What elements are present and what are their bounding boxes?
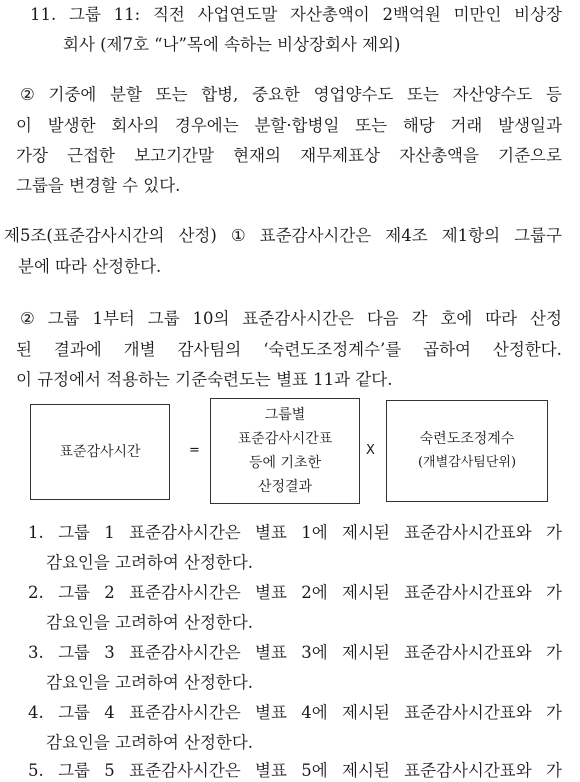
word: 3	[104, 643, 115, 662]
word: 제4조	[385, 226, 428, 245]
word: 회사의	[111, 116, 160, 135]
formula-middle-line-3: 등에 기초한	[248, 455, 322, 471]
word: 발생한	[47, 116, 96, 135]
word: 표준감사시간은	[129, 703, 241, 722]
doc-line-2: 회사 (제7호 “나”목에 속하는 비상장회사 제외)	[63, 35, 401, 54]
doc-line-20	[28, 760, 562, 782]
word: 재무제표상	[300, 146, 380, 165]
word: 가	[546, 703, 562, 722]
word: 합병,	[201, 85, 239, 104]
word: 표준감사시간표와	[404, 523, 532, 542]
word: 그룹	[147, 309, 180, 328]
word: 산정)	[178, 226, 217, 245]
word: 제시된	[342, 523, 390, 542]
word: 개별	[123, 340, 156, 359]
word: 가	[546, 583, 562, 602]
word: 표준감사시간은	[129, 643, 241, 662]
word: 표준감사시간은	[129, 583, 241, 602]
word: 근접한	[67, 146, 115, 165]
word: ②	[20, 85, 35, 104]
word: 2백억원	[382, 5, 441, 24]
word: 거래	[450, 116, 483, 135]
word: 5에	[301, 761, 328, 780]
word: 1에	[301, 523, 328, 542]
word: 표준감사시간표와	[404, 583, 532, 602]
word: 현재의	[233, 146, 281, 165]
word: 사업연도말	[197, 5, 278, 24]
doc-line-10	[16, 339, 562, 361]
word: 미만인	[453, 5, 502, 24]
word: 표준감사시간은	[129, 761, 241, 780]
word: 5.	[28, 761, 44, 780]
word: 또는	[355, 116, 388, 135]
word: 발생일과	[498, 116, 562, 135]
word: 해당	[402, 116, 435, 135]
formula-middle-box	[210, 398, 360, 504]
word: 다음	[366, 309, 399, 328]
doc-line-8: 분에 따라 산정한다.	[18, 257, 162, 276]
word: 2.	[28, 583, 44, 602]
word: 이	[16, 116, 32, 135]
word: 그룹	[58, 761, 90, 780]
word: 2에	[301, 583, 328, 602]
word: 등	[545, 85, 562, 104]
word: 경우에는	[174, 116, 239, 135]
word: 영업양수도	[313, 85, 394, 104]
word: 별표	[255, 523, 287, 542]
word: 표준감사시간은	[129, 523, 241, 542]
word: 표준감사시간은	[242, 309, 354, 328]
word: 자산총액이	[290, 5, 370, 24]
doc-line-5	[16, 145, 562, 167]
word: 표준감사시간표와	[404, 703, 532, 722]
word: 3.	[28, 643, 44, 662]
word: 제시된	[342, 583, 390, 602]
doc-line-18	[28, 702, 562, 724]
word: 중요한	[252, 85, 300, 104]
word: 따라	[485, 309, 518, 328]
word: 제1항의	[441, 226, 501, 245]
multiply-sign: X	[366, 443, 375, 458]
word: 분할	[110, 85, 142, 104]
word: 보고기간말	[134, 146, 214, 165]
doc-line-4	[16, 115, 562, 137]
doc-line-12	[28, 522, 562, 544]
word: 산정	[530, 309, 562, 328]
word: 그룹	[58, 583, 90, 602]
word: 된	[16, 340, 32, 359]
word: 가	[546, 761, 562, 780]
word: 산정한다.	[492, 340, 562, 359]
word: 가	[546, 643, 562, 662]
word: 또는	[155, 85, 188, 104]
word: ‘숙련도조정계수’를	[263, 340, 402, 359]
word: 호에	[440, 309, 473, 328]
word: 표준감사시간표와	[404, 761, 532, 780]
word: 그룹	[58, 523, 90, 542]
word: 11:	[113, 5, 141, 24]
word: 제시된	[342, 761, 390, 780]
word: 기중에	[48, 85, 97, 104]
formula-middle-line-4: 산정결과	[257, 479, 313, 495]
word: ①	[230, 226, 246, 245]
word: 곱하여	[423, 340, 471, 359]
word: 1부터	[92, 309, 135, 328]
doc-line-17: 감요인을 고려하여 산정한다.	[46, 673, 254, 692]
word: 가	[546, 523, 562, 542]
word: 1	[104, 523, 115, 542]
doc-line-13: 감요인을 고려하여 산정한다.	[46, 553, 254, 572]
formula-right-box	[386, 400, 548, 502]
doc-line-19: 감요인을 고려하여 산정한다.	[46, 733, 254, 752]
formula-right-sub: (개별감사팀단위)	[417, 455, 517, 470]
word: 표준감사시간은	[259, 226, 372, 245]
word: 10의	[192, 309, 230, 328]
word: 11.	[30, 5, 57, 24]
word: 3에	[301, 643, 328, 662]
word: 결과에	[53, 340, 102, 359]
word: 별표	[255, 643, 287, 662]
word: 2	[104, 583, 115, 602]
word: 그룹	[47, 309, 80, 328]
word: 별표	[255, 583, 287, 602]
word: 직전	[152, 5, 185, 24]
doc-line-9	[20, 308, 562, 330]
word: 감사팀의	[177, 340, 242, 359]
word: 4.	[28, 703, 44, 722]
word: 4	[104, 703, 115, 722]
doc-line-15: 감요인을 고려하여 산정한다.	[46, 613, 254, 632]
word: 별표	[255, 703, 287, 722]
doc-line-14	[28, 582, 562, 604]
word: 또는	[406, 85, 439, 104]
formula-middle-line-2: 표준감사시간표	[237, 431, 333, 447]
formula-right-title: 숙련도조정계수	[419, 431, 515, 447]
word: 그룹구	[514, 226, 562, 245]
word: 각	[411, 309, 428, 328]
doc-line-3	[20, 84, 562, 106]
word: 기준으로	[498, 146, 562, 165]
word: 1.	[28, 523, 44, 542]
word: 표준감사시간표와	[404, 643, 532, 662]
word: 분할·합병일	[254, 116, 340, 135]
word: 그룹	[58, 703, 90, 722]
word: 제시된	[342, 643, 390, 662]
word: 제시된	[342, 703, 390, 722]
doc-line-11: 이 규정에서 적용하는 기준숙련도는 별표 11과 같다.	[16, 370, 393, 389]
word: 자산양수도	[452, 85, 533, 104]
formula-middle-line-1: 그룹별	[264, 407, 306, 423]
doc-line-16	[28, 642, 562, 664]
word: 5	[104, 761, 115, 780]
equals-sign: =	[189, 443, 200, 458]
word: 4에	[301, 703, 328, 722]
word: ②	[20, 309, 35, 328]
word: 그룹	[69, 5, 101, 24]
doc-line-1	[30, 4, 562, 26]
doc-line-6: 그룹을 변경할 수 있다.	[16, 176, 181, 195]
formula-left-text: 표준감사시간	[59, 444, 141, 460]
word: 비상장	[514, 5, 562, 24]
word: 별표	[255, 761, 287, 780]
word: 자산총액을	[399, 146, 479, 165]
word: 제5조(표준감사시간의	[4, 226, 165, 245]
word: 그룹	[58, 643, 90, 662]
formula-left-box	[30, 404, 170, 500]
doc-line-7	[4, 225, 562, 247]
word: 가장	[16, 146, 48, 165]
